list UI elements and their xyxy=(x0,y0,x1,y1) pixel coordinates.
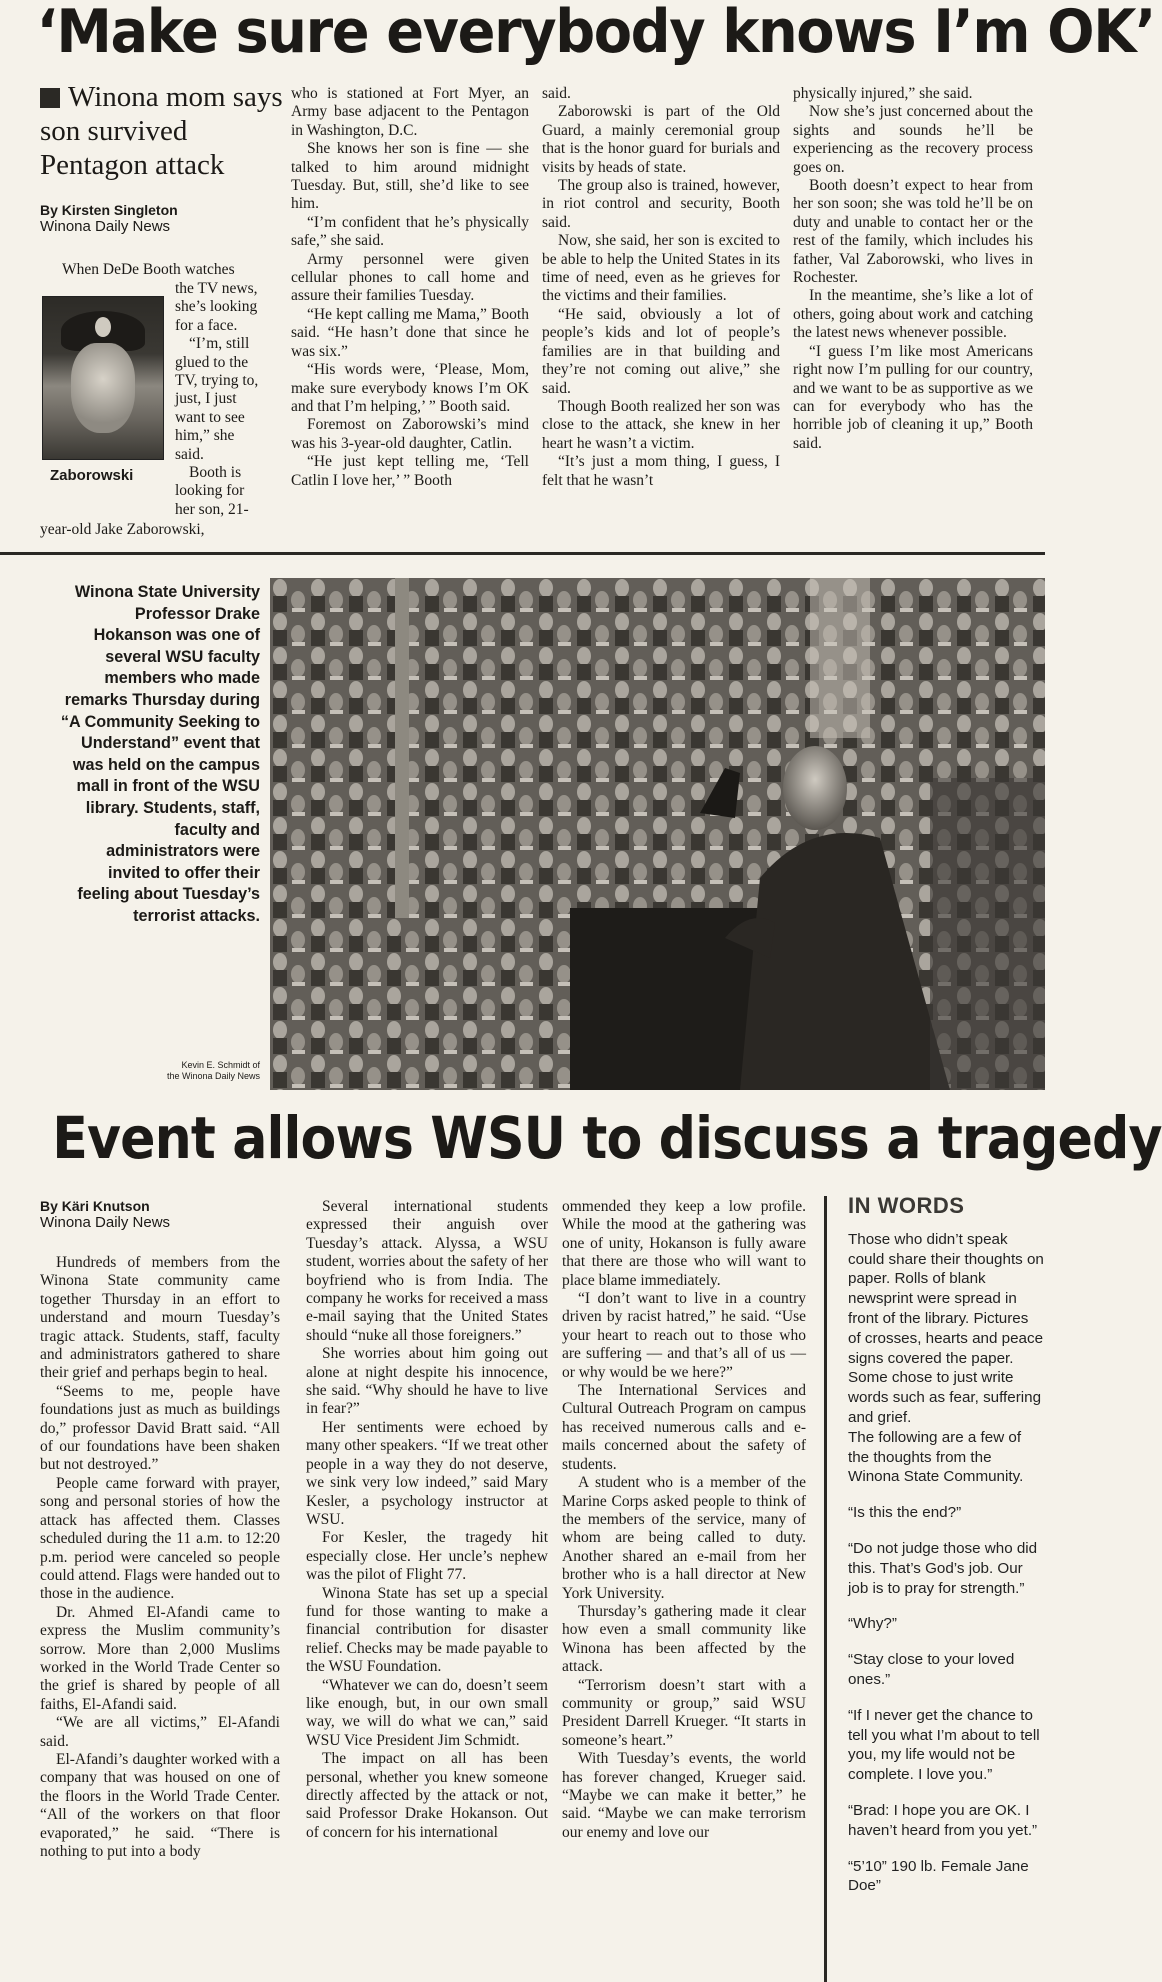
zaborowski-mug-photo xyxy=(42,296,164,460)
wrap-line: looking for xyxy=(175,482,245,500)
paragraph: For Kesler, the tragedy hit especially close. Her uncle’s nephew was the pilot of Flight 77. xyxy=(306,1529,548,1584)
wrap-line: want to see xyxy=(175,408,245,426)
top-deck xyxy=(40,80,290,182)
main-col1 xyxy=(40,1254,280,1861)
wrap-line: said. xyxy=(175,445,204,463)
top-deck-text: Winona mom says son survived Pentagon attack xyxy=(40,81,283,181)
paragraph: “I’m confident that he’s physically safe,” she said. xyxy=(291,213,529,250)
photo-credit xyxy=(100,1060,260,1082)
wrap-line: her son, 21- xyxy=(175,500,249,518)
paragraph: “I don’t want to live in a country driven by racist hatred,” he said. “Use your heart to reach out to those who are suffering — and that’s all of us — or why would be we here?” xyxy=(562,1290,806,1381)
wrap-line: glued to the xyxy=(175,353,249,371)
paragraph: In the meantime, she’s like a lot of others, going about work and catching the latest news whenever possible. xyxy=(793,287,1033,342)
sidebar-quote: “Why?” xyxy=(848,1615,897,1633)
paragraph: She worries about him going out alone at night despite his innocence, she said. “Why should he have to live in fear?” xyxy=(306,1345,548,1418)
paragraph: Zaborowski is part of the Old Guard, a mainly ceremonial group that is the honor guard for burials and visits by heads of state. xyxy=(542,103,780,176)
paragraph: “Seems to me, people have foundations just as much as buildings do,” professor David Bratt said. “All of our foundations have been shaken but not destroyed.” xyxy=(40,1382,280,1474)
paragraph: “He said, obviously a lot of people’s kids and lot of people’s families are in that building and they’re not coming out alive,” she said. xyxy=(542,305,780,397)
paragraph: “I guess I’m like most Americans right now I’m pulling for our country, and we want to be as supportive as we can for everybody who has the horrible job of cleaning it up,” Booth said. xyxy=(793,342,1033,452)
paragraph: Dr. Ahmed El-Afandi came to express the Muslim community’s sorrow. More than 2,000 Muslims worked in the World Trade Center so the grief is shared by people of all faiths, El-Afandi said. xyxy=(40,1603,280,1713)
paragraph: said. xyxy=(542,85,571,102)
top-col1-wrap xyxy=(175,280,278,519)
sidebar-quote: “Brad: I hope you are OK. I haven’t heard from you yet.” xyxy=(848,1801,1038,1839)
paragraph: “His words were, ‘Please, Mom, make sure everybody knows I’m OK and that I’m helping,’ ” Booth said. xyxy=(291,361,529,415)
sidebar-intro2: The following are a few of the thoughts from the Winona State Community. xyxy=(848,1428,1024,1486)
deck-square-bullet xyxy=(40,88,60,108)
paragraph: “Whatever we can do, doesn’t seem like enough, but, in our own small way, we will do what we can,” said WSU Vice President Jim Schmidt. xyxy=(306,1676,548,1749)
paragraph: Booth doesn’t expect to hear from her son soon; she was told he’ll be on duty and unable to contact her or the rest of the family, which includes his father, Val Zaborowski, who lives in Rochester. xyxy=(793,177,1033,287)
paragraph: The group also is trained, however, in riot control and security, Booth said. xyxy=(542,177,780,231)
event-photo xyxy=(270,578,1045,1090)
paragraph: “We are all victims,” El-Afandi said. xyxy=(40,1714,280,1750)
paragraph: Hundreds of members from the Winona State community came together Thursday in an effort to understand and mourn Tuesday’s tragic attack. Students, staff, faculty and administrators gathered to share their grief and perhaps begin to heal. xyxy=(40,1254,280,1382)
sidebar-quote: “Is this the end?” xyxy=(848,1504,962,1522)
sidebar-quote: “Stay close to your loved ones.” xyxy=(848,1651,1015,1688)
sidebar-intro: Those who didn’t speak could share their thoughts on paper. Rolls of blank newsprint were spread in front of the library. Pictures of crosses, hearts and peace signs covered the paper. Some chose to just write words such as fear, suffering and grief. xyxy=(848,1230,1044,1426)
paragraph: Now, she said, her son is excited to be able to help the United States in its time of need, even as he grieves for the victims and their families. xyxy=(542,232,780,305)
paragraph: Her sentiments were echoed by many other speakers. “If we treat other people in a way they do not deserve, we sink very low indeed,” said Mary Kesler, a psychology instructor at WSU. xyxy=(306,1418,548,1528)
paragraph: She knows her son is fine — she talked to him around midnight Tuesday. But, still, she’d like to see him. xyxy=(291,140,529,213)
paragraph: “He just kept telling me, ‘Tell Catlin I love her,’ ” Booth xyxy=(291,453,529,489)
credit-line: Kevin E. Schmidt of xyxy=(181,1060,260,1070)
top-col1-lead xyxy=(40,261,278,279)
top-headline: ‘Make sure everybody knows I’m OK’ xyxy=(36,0,1155,67)
paragraph: El-Afandi’s daughter worked with a company that was housed on one of the floors in the World Trade Center. “All of the workers on that floor evaporated,” he said. “There is nothing to put into a body xyxy=(40,1750,280,1860)
paragraph: ommended they keep a low profile. While the mood at the gathering was one of unity, Hokanson is fully aware that there are those who will want to place blame immediately. xyxy=(562,1198,806,1289)
wrap-line: “I’m, still xyxy=(189,335,250,353)
crowd-photo-illustration xyxy=(270,578,1045,1090)
paragraph: The impact on all has been personal, whether you knew someone directly affected by the attack or not, said Professor Drake Hokanson. Out of concern for his international xyxy=(306,1750,548,1841)
top-col4 xyxy=(793,85,1033,453)
paragraph: A student who is a member of the Marine Corps asked people to think of the members of the service, many of whom are being called to duty. Another shared an e-mail from her brother who is a hall director at New York University. xyxy=(562,1474,806,1602)
paragraph: Foremost on Zaborowski’s mind was his 3-year-old daughter, Catlin. xyxy=(291,416,529,452)
main-byline-publication: Winona Daily News xyxy=(40,1214,171,1231)
top-byline-name: By Kirsten Singleton xyxy=(40,202,178,218)
wrap-line: she’s looking xyxy=(175,298,258,316)
paragraph: “He kept calling me Mama,” Booth said. “He hasn’t done that since he was six.” xyxy=(291,305,529,360)
top-col2 xyxy=(291,85,529,490)
wrap-line: for a face. xyxy=(175,316,238,334)
credit-line: the Winona Daily News xyxy=(166,1071,260,1081)
paragraph: Army personnel were given cellular phones to call home and assure their families Tuesday. xyxy=(291,250,529,305)
main-byline xyxy=(40,1198,170,1231)
sidebar-quote: “If I never get the chance to tell you what I’m about to tell you, my life would not be complete. I love you.” xyxy=(848,1706,1040,1784)
sidebar-quote: “Do not judge those who did this. That’s God’s job. Our job is to pray for strength.” xyxy=(848,1539,1038,1597)
top-col1-tail-text: year-old Jake Zaborowski, xyxy=(40,521,205,538)
in-words-sidebar xyxy=(830,1193,1045,1896)
paragraph: The International Services and Cultural Outreach Program on campus has received numerous calls and e-mails concerned about the safety of students. xyxy=(562,1382,806,1473)
main-col3 xyxy=(562,1198,806,1842)
paragraph: Several international students expressed their anguish over Tuesday’s attack. Alyssa, a WSU student, worries about the safety of her boyfriend who is from India. The company he works for received a mass e-mail saying that the United States should “nuke all those foreigners.” xyxy=(306,1198,548,1344)
wrap-line: him,” she xyxy=(175,427,235,445)
photo-caption: Winona State University Professor Drake Hokanson was one of several WSU faculty members who made remarks Thursday during “A Community Seeking to Understand” event that was held on the campus mall in front of the WSU library. Students, staff, faculty and administrators were invited to offer their feeling about Tuesday’s terrorist attacks. xyxy=(60,583,260,925)
paragraph: physically injured,” she said. xyxy=(793,85,973,102)
paragraph: “Terrorism doesn’t start with a community or group,” said WSU President Darrell Krueger. “It starts in someone’s heart.” xyxy=(562,1676,806,1749)
paragraph: Thursday’s gathering made it clear how even a small community like Winona has been affected by the attack. xyxy=(562,1602,806,1676)
top-col3 xyxy=(542,85,780,490)
paragraph: “It’s just a mom thing, I guess, I felt that he wasn’t xyxy=(542,453,780,489)
sidebar-divider xyxy=(824,1196,827,1982)
top-byline-publication: Winona Daily News xyxy=(40,218,171,235)
sidebar-kicker: IN WORDS xyxy=(848,1193,965,1218)
wrap-line: TV, trying to, xyxy=(175,372,259,390)
wrap-line: just, I just xyxy=(175,390,237,408)
wrap-line: Booth is xyxy=(189,464,242,482)
paragraph: Though Booth realized her son was close to the attack, she knew in her heart he wasn’t a victim. xyxy=(542,397,780,452)
paragraph: Winona State has set up a special fund for those wanting to make a financial contribution for disaster relief. Checks may be made payable to the WSU Foundation. xyxy=(306,1584,548,1676)
main-headline: Event allows WSU to discuss a tragedy xyxy=(52,1104,1162,1172)
wrap-line: the TV news, xyxy=(175,280,258,297)
top-byline xyxy=(40,202,178,235)
mug-caption: Zaborowski xyxy=(50,467,134,484)
sidebar-quote: “5’10” 190 lb. Female Jane Doe” xyxy=(848,1857,1029,1895)
paragraph: People came forward with prayer, song and personal stories of how the attack has affected them. Classes scheduled during the 11 a.m. to 12:20 p.m. period were canceled so people could attend. Flags were handed out to those in the audience. xyxy=(40,1474,280,1603)
section-divider xyxy=(0,552,1045,555)
paragraph: With Tuesday’s events, the world has forever changed, Krueger said. “Maybe we can make it better,” he said. “Maybe we can make terrorism our enemy and love our xyxy=(562,1750,806,1841)
top-col1-first-line: When DeDe Booth watches xyxy=(62,261,235,278)
paragraph: Now she’s just concerned about the sights and sounds he’ll be experiencing as the recovery process goes on. xyxy=(793,103,1033,176)
main-byline-name: By Käri Knutson xyxy=(40,1198,150,1214)
top-col1-tail xyxy=(40,521,278,539)
main-col2 xyxy=(306,1198,548,1842)
paragraph: who is stationed at Fort Myer, an Army base adjacent to the Pentagon in Washington, D.C. xyxy=(291,85,529,139)
